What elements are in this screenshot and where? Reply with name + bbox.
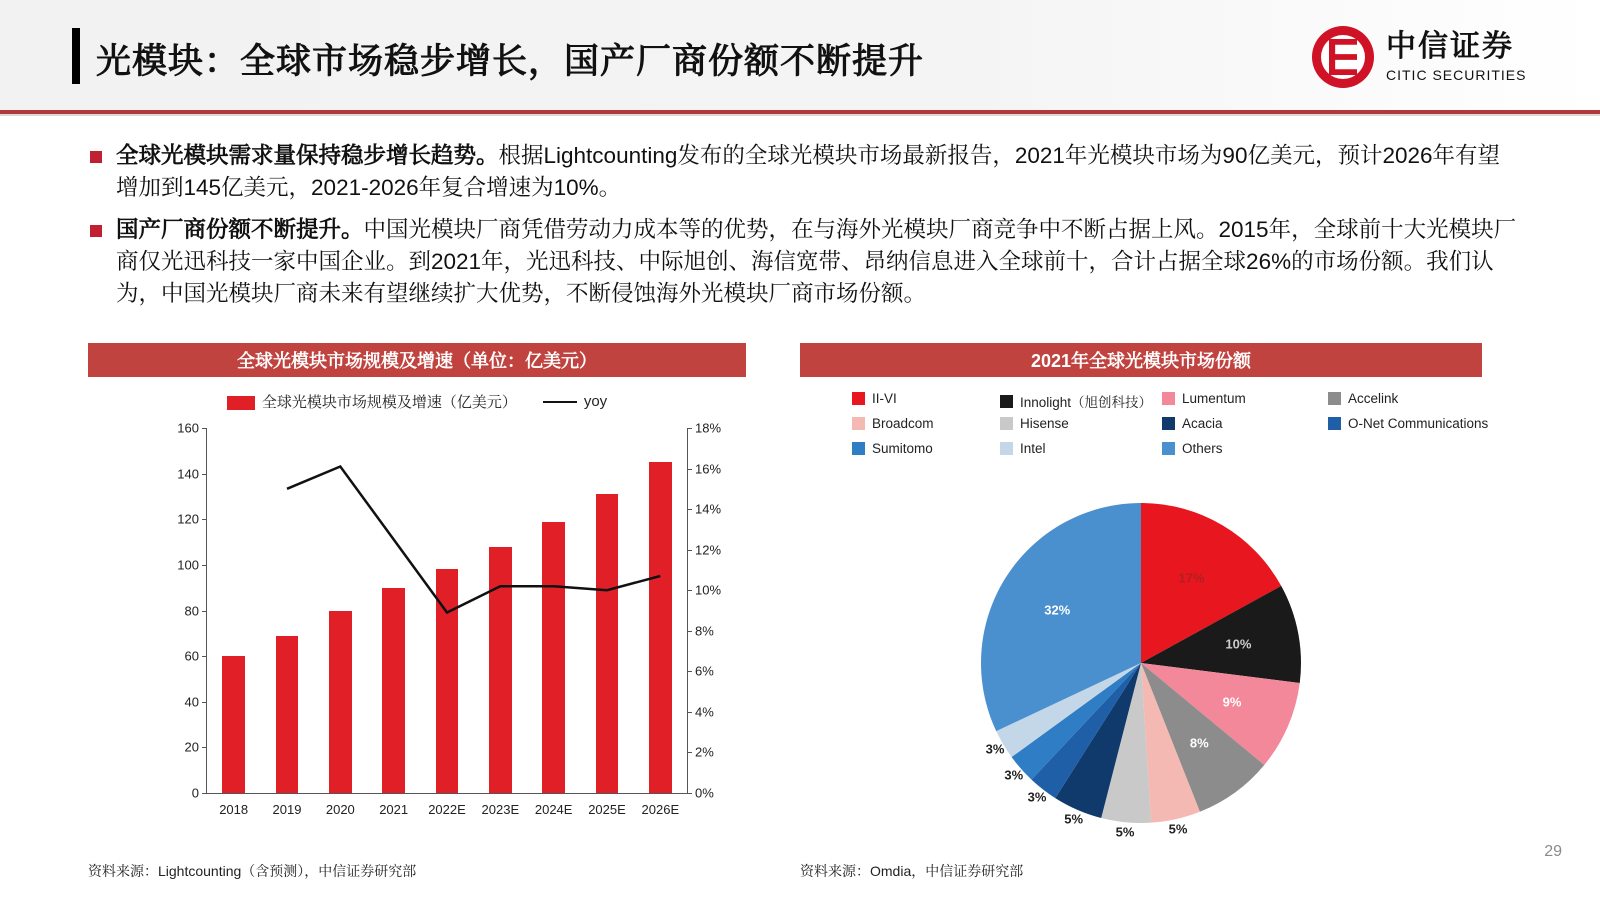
y2-axis-tick-label: 14% xyxy=(695,501,722,517)
y2-axis-tick-label: 18% xyxy=(695,420,722,436)
y-axis-tick-label: 60 xyxy=(184,648,199,664)
legend-item xyxy=(1000,416,1069,431)
pie-slice-label: 5% xyxy=(1168,821,1188,836)
legend-item xyxy=(1000,441,1046,456)
y-axis-tick-label: 40 xyxy=(184,694,199,710)
x-axis-tick-label: 2019 xyxy=(272,802,302,817)
legend-item xyxy=(852,416,934,431)
bullet-text xyxy=(116,214,1520,310)
y2-axis-tick-label: 0% xyxy=(695,785,714,801)
pie-slice-label: 10% xyxy=(1225,636,1252,652)
bar-plot-area xyxy=(177,420,722,817)
list-item xyxy=(90,140,1520,204)
pie-svg xyxy=(800,463,1482,883)
pie-chart-canvas xyxy=(800,463,1482,883)
bullet-square-icon xyxy=(90,151,102,163)
pie-slice-label: 5% xyxy=(1115,824,1135,840)
legend-swatch-icon xyxy=(1328,417,1341,430)
logo-text-en: CITIC SECURITIES xyxy=(1386,66,1527,83)
pie-chart-panel xyxy=(800,343,1489,883)
pie-chart-source: 资料来源：Omdia，中信证券研究部 xyxy=(800,863,1024,879)
bullet-list xyxy=(90,140,1520,320)
bullet-body: 中国光模块厂商凭借劳动力成本等的优势，在与海外光模块厂商竞争中不断占据上风。2015年，全球前十大光模块厂商仅光迅科技一家中国企业。到2021年，光迅科技、中际旭创、海信宽带、昂纳信息进入全球前十，合计占据全球26%的市场份额。我们认为，中国光模块厂商未来有望继续扩大优势，不断侵蚀海外光模块厂商市场份额。 xyxy=(116,216,1517,306)
bullet-body: 根据Lightcounting发布的全球光模块市场最新报告，2021年光模块市场为90亿美元，预计2026年有望增加到145亿美元，2021-2026年复合增速为10%。 xyxy=(116,143,1501,200)
legend-swatch-icon xyxy=(1162,417,1175,430)
legend-label: Intel xyxy=(1020,441,1046,456)
pie-slice-label: 8% xyxy=(1189,735,1209,751)
pie-slice-label: 32% xyxy=(1044,602,1071,618)
y-axis-tick-label: 120 xyxy=(177,511,199,527)
page-title: 光模块：全球市场稳步增长，国产厂商份额不断提升 xyxy=(96,42,925,81)
x-axis-tick-label: 2023E xyxy=(481,802,520,817)
citic-logo-icon xyxy=(1312,26,1374,88)
bullet-square-icon xyxy=(90,225,102,237)
pie-slice-label: 17% xyxy=(1178,570,1205,586)
y-axis-tick-label: 80 xyxy=(184,603,199,618)
yoy-line-series xyxy=(207,428,687,793)
legend-item xyxy=(1000,391,1152,411)
legend-swatch-icon xyxy=(1328,392,1341,405)
bar-chart-canvas xyxy=(88,418,746,818)
bar-chart-legend xyxy=(88,391,746,412)
legend-label: O-Net Communications xyxy=(1348,416,1489,431)
legend-item-line xyxy=(543,393,607,410)
y2-axis-tick-label: 8% xyxy=(695,623,714,639)
page-number: 29 xyxy=(1544,843,1562,860)
y2-axis-tick-label: 2% xyxy=(695,744,714,760)
bar-chart-source: 资料来源：Lightcounting（含预测），中信证券研究部 xyxy=(88,863,417,879)
header-divider-secondary xyxy=(0,114,1600,116)
bar-chart-panel xyxy=(88,343,746,818)
y2-axis-tick-label: 4% xyxy=(695,704,714,720)
legend-label: II-VI xyxy=(872,391,897,406)
bullet-lead: 全球光模块需求量保持稳步增长趋势。 xyxy=(116,143,499,168)
bullet-lead: 国产厂商份额不断提升。 xyxy=(116,216,364,242)
legend-item xyxy=(1328,416,1488,431)
pie-slice-label: 3% xyxy=(1004,767,1024,783)
y-axis-tick xyxy=(202,793,207,794)
legend-swatch-icon xyxy=(1000,395,1013,408)
legend-swatch-icon xyxy=(1162,392,1175,405)
legend-label: Acacia xyxy=(1182,416,1223,431)
citic-securities-logo xyxy=(1312,22,1572,92)
title-accent-bar xyxy=(72,28,80,84)
legend-item xyxy=(852,441,933,456)
legend-item xyxy=(1162,441,1223,456)
legend-line-icon xyxy=(543,401,577,403)
legend-item-bars xyxy=(227,391,517,412)
legend-swatch-icon xyxy=(852,417,865,430)
legend-swatch-icon xyxy=(1000,417,1013,430)
legend-item xyxy=(1162,416,1223,431)
legend-swatch-icon xyxy=(852,392,865,405)
pie-slice-label: 9% xyxy=(1222,694,1242,710)
legend-label: Others xyxy=(1182,441,1223,456)
legend-label-line: yoy xyxy=(583,393,608,410)
legend-swatch-icon xyxy=(852,442,865,455)
legend-item xyxy=(1328,391,1398,406)
bullet-text xyxy=(116,140,1520,204)
legend-label: Sumitomo xyxy=(872,441,933,456)
x-axis-tick-label: 2024E xyxy=(534,802,573,817)
legend-label: Accelink xyxy=(1348,391,1399,406)
y-axis-tick-label: 160 xyxy=(177,420,199,436)
y2-axis-line xyxy=(687,428,688,793)
legend-label: Lumentum xyxy=(1182,391,1246,406)
x-axis-tick-label: 2018 xyxy=(219,802,249,817)
legend-item xyxy=(1162,391,1246,406)
legend-label-bars: 全球光模块市场规模及增速（亿美元） xyxy=(261,394,517,411)
x-axis-tick-label: 2022E xyxy=(428,802,466,817)
x-axis-tick-label: 2020 xyxy=(325,802,355,817)
x-axis-tick-label: 2026E xyxy=(641,802,680,817)
pie-slice-label: 3% xyxy=(985,741,1005,757)
y2-axis-tick-label: 12% xyxy=(695,542,722,558)
legend-swatch-icon xyxy=(1000,442,1013,455)
pie-chart-title: 2021年全球光模块市场份额 xyxy=(800,343,1482,377)
x-axis-tick-label: 2025E xyxy=(588,802,626,817)
logo-text-cn: 中信证券 xyxy=(1386,29,1514,63)
y2-axis-tick-label: 10% xyxy=(695,582,722,598)
legend-label: Hisense xyxy=(1020,416,1069,431)
pie-chart-legend xyxy=(800,389,1489,463)
pie-slice-label: 5% xyxy=(1064,811,1084,827)
y-axis-tick-label: 20 xyxy=(184,739,199,755)
y2-axis-tick-label: 6% xyxy=(695,663,714,679)
bar-chart-title: 全球光模块市场规模及增速（单位：亿美元） xyxy=(88,343,746,377)
legend-swatch-icon xyxy=(227,396,255,410)
y2-axis-tick xyxy=(687,793,692,794)
y-axis-tick-label: 140 xyxy=(177,466,199,482)
x-axis-tick-label: 2021 xyxy=(379,802,409,817)
legend-item xyxy=(852,391,897,406)
y2-axis-tick-label: 16% xyxy=(695,461,722,477)
slide-header xyxy=(0,0,1600,110)
legend-swatch-icon xyxy=(1162,442,1175,455)
y-axis-tick-label: 0 xyxy=(191,785,199,801)
pie-slice-label: 3% xyxy=(1027,789,1047,805)
list-item xyxy=(90,214,1520,310)
legend-label: Broadcom xyxy=(872,416,934,431)
y-axis-tick-label: 100 xyxy=(177,557,199,573)
legend-label: Innolight（旭创科技） xyxy=(1020,395,1153,410)
